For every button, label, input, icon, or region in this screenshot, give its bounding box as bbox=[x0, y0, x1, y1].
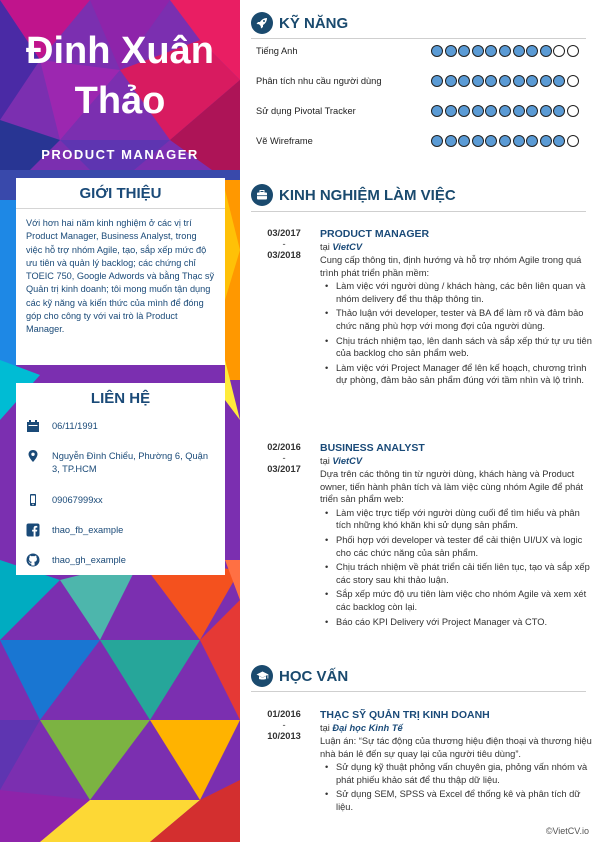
address-text: Nguyễn Đình Chiểu, Phường 6, Quận 3, TP.HCM bbox=[52, 451, 208, 474]
contact-facebook bbox=[16, 521, 225, 551]
list-item: • Sử dụng kỹ thuật phỏng vấn chuyên gia, phỏng vấn nhóm và phát phiếu khảo sát để thu thập dữ liệu. bbox=[320, 761, 592, 786]
rating-dot-filled bbox=[431, 45, 443, 57]
rating-dot-filled bbox=[458, 45, 470, 57]
rocket-icon bbox=[251, 12, 273, 34]
date-dash: - bbox=[282, 720, 286, 730]
location-icon bbox=[26, 449, 40, 463]
rating-dot-filled bbox=[431, 75, 443, 87]
date-dash: - bbox=[282, 453, 286, 463]
intro-text: Với hơn hai năm kinh nghiệm ở các vị trí Product Manager, Business Analyst, trong việc hỗ trợ nhóm Agile, tạo, sắp xếp mức độ ưu tiên và quản lý backlog; các chứng chỉ TOEIC 750, Google Adwords và bằng Thạc sỹ Quản trị kinh doanh; tôi mong muốn tận dụng các kỹ năng và kiến thức của mình để đóng góp cho công ty với vai trò là Product Manager. bbox=[26, 218, 215, 335]
rating-dot-empty bbox=[567, 135, 579, 147]
rating-dot-filled bbox=[445, 135, 457, 147]
contact-github bbox=[16, 551, 225, 581]
company bbox=[320, 242, 592, 252]
rating-dot-filled bbox=[485, 45, 497, 57]
rating-dot-filled bbox=[499, 135, 511, 147]
thesis-description: Luận án: “Sự tác động của thương hiệu điện thoại và thương hiệu nhà bán lẻ đến sự quay lại của người tiêu dùng”. bbox=[320, 736, 592, 759]
date-range bbox=[251, 228, 317, 260]
facebook-text[interactable]: thao_fb_example bbox=[52, 525, 124, 535]
date-dash: - bbox=[282, 239, 286, 249]
list-item: • Chịu trách nhiệm tạo, lên danh sách và sắp xếp thứ tự ưu tiên của backlog cho sản phẩm web. bbox=[320, 335, 592, 360]
rating-dot-filled bbox=[458, 135, 470, 147]
name-line-1: Đinh Xuân bbox=[26, 30, 214, 72]
rating-dot-filled bbox=[458, 105, 470, 117]
github-icon bbox=[26, 553, 40, 567]
birthday-text: 06/11/1991 bbox=[52, 421, 98, 431]
rating-dot-filled bbox=[472, 45, 484, 57]
job-bullets bbox=[320, 507, 592, 628]
skills-divider bbox=[251, 38, 586, 39]
list-item: • Báo cáo KPI Delivery với Project Manager và CTO. bbox=[320, 616, 592, 629]
list-item: • Chịu trách nhiệm về phát triển cải tiến liên tục, tạo và sắp xếp các story sau khi thảo luận. bbox=[320, 561, 592, 586]
graduation-cap-icon bbox=[251, 665, 273, 687]
briefcase-icon bbox=[251, 184, 273, 206]
rating-dot-filled bbox=[431, 135, 443, 147]
org-prefix: tại bbox=[320, 242, 330, 252]
date-range bbox=[251, 709, 317, 741]
end-date: 10/2013 bbox=[267, 731, 301, 741]
list-item: • Làm việc trực tiếp với người dùng cuối để tìm hiểu và phân tích những khó khăn khi sử dụng sản phẩm. bbox=[320, 507, 592, 532]
rating-dot-empty bbox=[567, 45, 579, 57]
rating-dot-empty bbox=[567, 75, 579, 87]
contact-address bbox=[16, 447, 225, 491]
experience-divider bbox=[251, 211, 586, 212]
rating-dot-empty bbox=[553, 45, 565, 57]
phone-text[interactable]: 09067999xx bbox=[52, 495, 103, 505]
job-title: PRODUCT MANAGER bbox=[320, 228, 430, 240]
rating-dot-filled bbox=[485, 135, 497, 147]
rating-dot-filled bbox=[526, 75, 538, 87]
skill-rating bbox=[431, 105, 581, 117]
github-text[interactable]: thao_gh_example bbox=[52, 555, 126, 565]
phone-icon bbox=[26, 493, 40, 507]
rating-dot-filled bbox=[485, 105, 497, 117]
rating-dot-filled bbox=[445, 105, 457, 117]
rating-dot-filled bbox=[472, 105, 484, 117]
contact-birthday bbox=[16, 417, 225, 447]
rating-dot-filled bbox=[445, 75, 457, 87]
skill-rating bbox=[431, 135, 581, 147]
list-item: • Sử dụng SEM, SPSS và Excel để thống kê và phân tích dữ liệu. bbox=[320, 788, 592, 813]
rating-dot-filled bbox=[431, 105, 443, 117]
left-panel bbox=[0, 0, 240, 842]
skill-row bbox=[256, 45, 586, 59]
education-header bbox=[251, 665, 348, 687]
experience-title: KINH NGHIỆM LÀM VIỆC bbox=[279, 186, 456, 204]
school-name: Đại học Kinh Tế bbox=[332, 723, 403, 733]
entry-body bbox=[320, 228, 592, 389]
skill-rating bbox=[431, 75, 581, 87]
list-item: • Phối hợp với developer và tester để cải thiện UI/UX và logic cho các chức năng của sản phẩm. bbox=[320, 534, 592, 559]
rating-dot-filled bbox=[540, 135, 552, 147]
entry-body bbox=[320, 709, 592, 816]
rating-dot-filled bbox=[526, 135, 538, 147]
start-date: 03/2017 bbox=[267, 228, 301, 238]
rating-dot-filled bbox=[485, 75, 497, 87]
education-title: HỌC VẤN bbox=[279, 667, 349, 685]
start-date: 02/2016 bbox=[267, 442, 301, 452]
job-title: BUSINESS ANALYST bbox=[320, 442, 425, 454]
end-date: 03/2018 bbox=[267, 250, 301, 260]
rating-dot-filled bbox=[499, 105, 511, 117]
org-prefix: tại bbox=[320, 456, 330, 466]
rating-dot-empty bbox=[567, 105, 579, 117]
education-bullets bbox=[320, 761, 592, 813]
school bbox=[320, 723, 592, 733]
entry-body bbox=[320, 442, 592, 630]
skill-name: Tiếng Anh bbox=[256, 46, 298, 56]
date-range bbox=[251, 442, 317, 474]
degree-title: THẠC SỸ QUẢN TRỊ KINH DOANH bbox=[320, 709, 490, 721]
intro-title: GIỚI THIỆU bbox=[16, 178, 225, 209]
job-description: Cung cấp thông tin, định hướng và hỗ trợ nhóm Agile trong quá trình phát triển phần mềm: bbox=[320, 255, 582, 278]
rating-dot-filled bbox=[499, 75, 511, 87]
company-name: VietCV bbox=[332, 242, 363, 252]
contact-phone bbox=[16, 491, 225, 521]
rating-dot-filled bbox=[526, 45, 538, 57]
job-description: Dựa trên các thông tin từ người dùng, khách hàng và Product owner, tiến hành phân tích và làm việc cùng nhóm Agile để phát triển sản phẩm web: bbox=[320, 469, 584, 505]
rating-dot-filled bbox=[553, 105, 565, 117]
full-name bbox=[0, 26, 240, 126]
skill-rating bbox=[431, 45, 581, 57]
list-item: • Sắp xếp mức độ ưu tiên làm việc cho nhóm Agile và xem xét các backlog còn lại. bbox=[320, 588, 592, 613]
skills-title: KỸ NĂNG bbox=[279, 14, 349, 32]
list-item: • Thảo luận với developer, tester và BA để làm rõ và đảm bảo chức năng phù hợp với mong đợi của người dùng. bbox=[320, 307, 592, 332]
company bbox=[320, 456, 592, 466]
skill-row bbox=[256, 105, 586, 119]
rating-dot-filled bbox=[472, 135, 484, 147]
list-item: • Làm việc với người dùng / khách hàng, các bên liên quan và nhóm delivery để thu thập thông tin. bbox=[320, 280, 592, 305]
list-item: • Làm việc với Project Manager để lên kế hoạch, chương trình dự phòng, đảm bảo sản phẩm đúng với tầm nhìn và lộ trình. bbox=[320, 362, 592, 387]
rating-dot-filled bbox=[540, 105, 552, 117]
facebook-icon bbox=[26, 523, 40, 537]
rating-dot-filled bbox=[553, 135, 565, 147]
skills-header bbox=[251, 12, 348, 34]
rating-dot-filled bbox=[445, 45, 457, 57]
org-prefix: tại bbox=[320, 723, 330, 733]
rating-dot-filled bbox=[513, 45, 525, 57]
job-bullets bbox=[320, 280, 592, 387]
rating-dot-filled bbox=[526, 105, 538, 117]
rating-dot-filled bbox=[513, 75, 525, 87]
name-line-2: Thảo bbox=[74, 80, 166, 122]
skill-name: Phân tích nhu cầu người dùng bbox=[256, 76, 382, 86]
rating-dot-filled bbox=[472, 75, 484, 87]
rating-dot-filled bbox=[513, 135, 525, 147]
calendar-icon bbox=[26, 419, 40, 433]
rating-dot-filled bbox=[540, 45, 552, 57]
rating-dot-filled bbox=[458, 75, 470, 87]
contact-title: LIÊN HỆ bbox=[90, 390, 151, 407]
contact-card bbox=[16, 383, 225, 575]
rating-dot-filled bbox=[499, 45, 511, 57]
footer-credit: ©VietCV.io bbox=[545, 826, 589, 836]
skill-row bbox=[256, 135, 586, 149]
intro-card bbox=[16, 178, 225, 365]
rating-dot-filled bbox=[540, 75, 552, 87]
education-divider bbox=[251, 691, 586, 692]
end-date: 03/2017 bbox=[267, 464, 301, 474]
rating-dot-filled bbox=[553, 75, 565, 87]
job-role: PRODUCT MANAGER bbox=[41, 147, 199, 162]
rating-dot-filled bbox=[513, 105, 525, 117]
company-name: VietCV bbox=[332, 456, 363, 466]
skill-row bbox=[256, 75, 586, 89]
experience-header bbox=[251, 184, 456, 206]
skill-name: Sử dụng Pivotal Tracker bbox=[256, 106, 356, 116]
skill-name: Vẽ Wireframe bbox=[256, 136, 313, 146]
start-date: 01/2016 bbox=[267, 709, 301, 719]
